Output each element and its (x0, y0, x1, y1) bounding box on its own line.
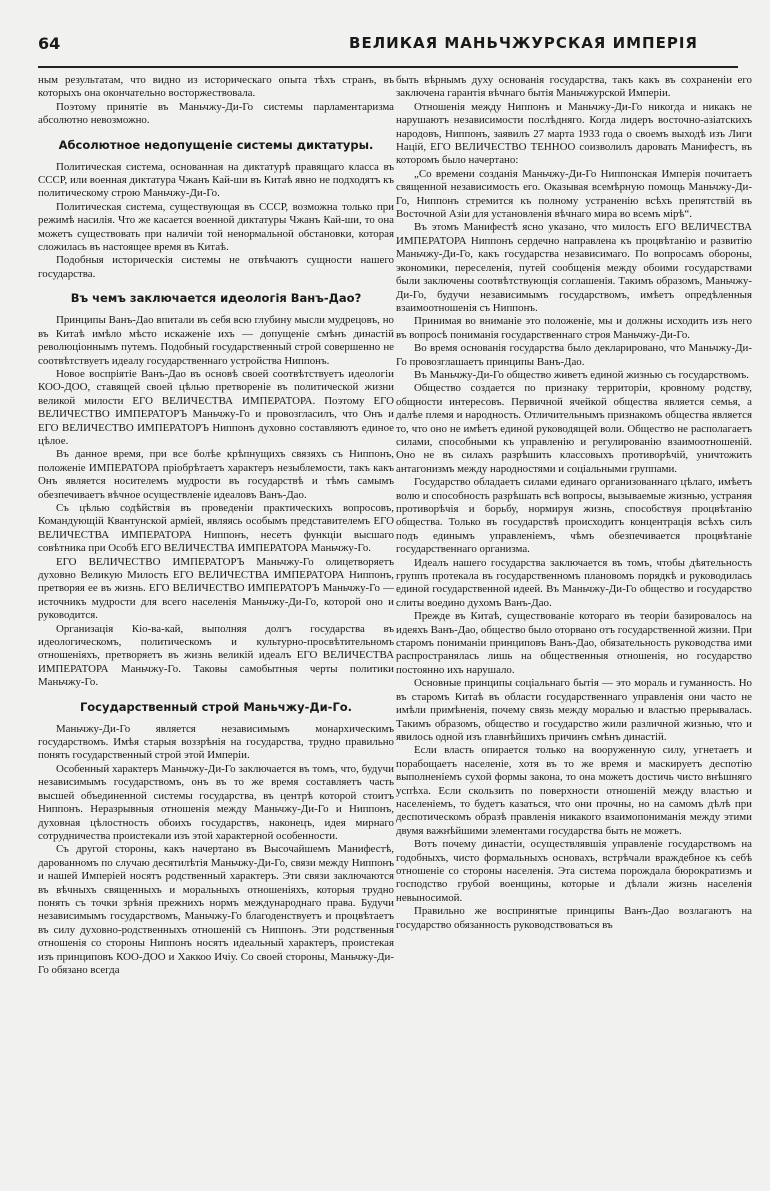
paragraph: Политическая система, основанная на диктатурѣ правящаго класса въ СССР, или военная диктатура Чжанъ Кай-ши въ Китаѣ явно не подходятъ къ политическому строю Маньчжу-Ди-Го. (38, 160, 394, 200)
page-header (38, 34, 738, 64)
paragraph: Отношенія между Ниппонъ и Маньчжу-Ди-Го никогда и никакъ не нарушаютъ независимости послѣдняго. Когда лидеръ восточно-азіатскихъ народовъ, Ниппонъ, заявилъ 27 марта 1933 года о своемъ выходѣ изъ Лиги Націй, ЕГО ВЕЛИЧЕСТВО ТЕННОО соизволилъ даровать Манифестъ, въ которомъ было начертано: (396, 100, 752, 167)
paragraph: Съ цѣлью содѣйствія въ проведеніи практическихъ вопросовъ, Командующій Квантунской арміей, являясь особымъ представителемъ ЕГО ВЕЛИЧЕСТВА ИМПЕРАТОРА Ниппонъ, несетъ функціи высшаго совѣтника при Особѣ ЕГО ВЕЛИЧЕСТВА ИМПЕРАТОРА Маньчжу-Го. (38, 501, 394, 555)
right-column (396, 74, 752, 1184)
left-column (38, 74, 394, 1184)
header-rule (38, 66, 738, 68)
paragraph: Идеалъ нашего государства заключается въ томъ, чтобы дѣятельность группъ протекала въ государственномъ плановомъ порядкѣ и руководилась единой государственной идеей. Въ Маньчжу-Ди-Го общество и государство слиты воедино духомъ Ванъ-Дао. (396, 556, 752, 609)
paragraph: Въ Маньчжу-Ди-Го общество живетъ единой жизнью съ государствомъ. (414, 368, 749, 381)
paragraph: Поэтому принятіе въ Маньчжу-Ди-Го системы парламентаризма абсолютно невозможно. (38, 100, 394, 127)
paragraph: Организація Кіо-ва-кай, выполняя долгъ государства въ идеологическомъ, политическомъ и культурно-просвѣтительномъ отношеніяхъ, претворяетъ въ жизнь великій идеалъ ЕГО ВЕЛИЧЕСТВА ИМПЕРАТОРА Маньчжу-Го. Таковы самобытныя черты политики Маньчжу-Го. (38, 622, 394, 689)
section-heading: Государственный строй Маньчжу-Ди-Го. (79, 699, 353, 714)
paragraph: ным результатам, что видно из историческаго опыта тѣхъ странъ, въ которыхъ она окончательно восторжествовала. (38, 74, 394, 100)
section-heading: Въ чемъ заключается идеологія Ванъ-Дао? (70, 291, 362, 306)
paragraph: Подобныя историческія системы не отвѣчаютъ сущности нашего государства. (38, 254, 394, 280)
paragraph: ЕГО ВЕЛИЧЕСТВО ИМПЕРАТОРЪ Маньчжу-Го олицетворяетъ духовно Великую Милость ЕГО ВЕЛИЧЕСТВА ИМПЕРАТОРА Ниппонъ, претворяя ее въ жизнь. ЕГО ВЕЛИЧЕСТВО ИМПЕРАТОРЪ Маньчжу-Го — источникъ мудрости для всего населенія Маньчжу-Ди-Го, которой оно и руководится. (38, 555, 394, 622)
paragraph: Съ другой стороны, какъ начертано въ Высочайшемъ Манифестѣ, дарованномъ по случаю десятилѣтія Маньчжу-Ди-Го, связи между Ниппонъ и нашей Имперіей носятъ родственный характеръ. Эти связи заключаются въ вѣчныхъ священныхъ и моральныхъ отношеніяхъ, которыя трудно понять съ точки зрѣнія прежнихъ нормъ международнаго права. Будучи независимымъ государствомъ, Маньчжу-Го благоденствуетъ и процвѣтаетъ въ силу духовно-родственныхъ отношеній съ Ниппонъ. Эти родственныя отношенія со стороны Ниппонъ носятъ идеальный характеръ, проистекая изъ принциповъ КОО-ДОО и Хаккоо Ичіу. Со своей стороны, Маньчжу-Ди-Го обязано всегда (38, 843, 394, 976)
paragraph: Новое воспріятіе Ванъ-Дао въ основѣ своей соотвѣтствуетъ идеологіи КОО-ДОО, ставящей своей цѣлью претвореніе въ политической жизни великой милости ЕГО ВЕЛИЧЕСТВА ИМПЕРАТОРА. Поэтому ЕГО ВЕЛИЧЕСТВО ИМПЕРАТОРЪ Маньчжу-Го и провозгласилъ, что Онъ и ЕГО ВЕЛИЧЕСТВО ИМПЕРАТОРЪ Ниппонъ духовно составляютъ единое цѣлое. (38, 367, 394, 447)
paragraph: Правильно же воспринятые принципы Ванъ-Дао возлагаютъ на государство обязанность руководствоваться въ (396, 905, 752, 931)
paragraph: Маньчжу-Ди-Го является независимымъ монархическимъ государствомъ. Имѣя старыя воззрѣнія на государства, трудно правильно понять государственный строй этой Имперіи. (38, 722, 394, 762)
paragraph: Во время основанія государства было декларировано, что Маньчжу-Ди-Го провозглашаетъ принципы Ванъ-Дао. (396, 342, 752, 368)
paragraph: быть вѣрнымъ духу основанія государства, такъ какъ въ сохраненіи его заключена гарантія вѣчнаго бытія Маньчжурской Имперіи. (396, 74, 752, 100)
paragraph: Принимая во вниманіе это положеніе, мы и должны исходить изъ него въ вопросѣ пониманія государственнаго строя Маньчжу-Ди-Го. (396, 315, 752, 341)
paragraph: Особенный характеръ Маньчжу-Ди-Го заключается въ томъ, что, будучи независимымъ государствомъ, онъ въ то же время составляетъ часть высшей объединенной системы государства, въ центрѣ которой стоитъ Ниппонъ. Неразрывныя отношенія между Маньчжу-Ди-Го и Ниппонъ, духовная цѣлостность обоихъ государствъ, наконецъ, идея мирнаго сотрудничества проистекали изъ этой характерной особенности. (38, 762, 394, 842)
paragraph: Общество создается по признаку территоріи, кровному родству, общности интересовъ. Первичной ячейкой общества является семья, а далѣе племя и народность. Отличительнымъ признакомъ общества является то, что оно не имѣетъ единой руководящей воли. Общество не располагаетъ силами, способными къ управленію и регулированію взаимоотношеній. Оно не въ силахъ разрѣшить классовыхъ противорѣчій, уничтожить антагонизмъ между народностями и соціальными группами. (396, 382, 752, 475)
paragraph: Государство обладаетъ силами единаго организованнаго цѣлаго, имѣетъ волю и способность разрѣшать всѣ вопросы, вызываемые жизнью, устраняя противорѣчія и борьбу, нормируя жизнь, способствуя процвѣтанію общества. Только въ государствѣ происходитъ концентрація всѣхъ силъ подъ единымъ управленіемъ, чѣмъ обезпечивается процвѣтаніе государственнаго организма. (396, 476, 752, 556)
paragraph: Политическая система, существующая въ СССР, возможна только при режимѣ насилія. Что же касается военной диктатуры Чжанъ Кай-ши, то она можетъ существовать при наличіи той ненормальной обстановки, которая сложилась въ настоящее время въ Китаѣ. (38, 200, 394, 254)
paragraph: Въ данное время, при все болѣе крѣпнущихъ связяхъ съ Ниппонъ, положеніе ИМПЕРАТОРА пріобрѣтаетъ характеръ незыблемости, такъ какъ Онъ является носителемъ мудрости въ государствѣ и тѣмъ самымъ обезпечиваетъ вѣчное осуществленіе идеаловъ Ванъ-Дао. (38, 448, 394, 501)
paragraph: Если власть опирается только на вооруженную силу, угнетаетъ и порабощаетъ населеніе, хотя въ то же время и маскируетъ деспотію выполненіемъ сухой формы закона, то она можетъ достичь чисто внѣшняго успѣха. Если скользить по поверхности отношеній между властью и населеніемъ, то будетъ казаться, что они прочны, но на самомъ дѣлѣ при деспотическомъ образѣ правленія никакого взаимопониманія между этими двумя важнѣйшими элементами государства быть не можетъ. (396, 744, 752, 837)
page-number: 64 (38, 34, 61, 53)
paragraph: Прежде въ Китаѣ, существованіе котораго въ теоріи базировалось на идеяхъ Ванъ-Дао, общество было оторвано отъ государственной жизни. При старомъ пониманіи принциповъ Ванъ-Дао, обязательность руководства ими распространялась лишь на общественныя отношенія, но государство постоянно ихъ нарушало. (396, 610, 752, 676)
paragraph: Принципы Ванъ-Дао впитали въ себя всю глубину мысли мудрецовъ, но въ Китаѣ имѣло мѣсто искаженіе ихъ — допущеніе смѣнъ династій революціоннымъ путемъ. Подобный государственный строй совершенно не соотвѣтствуетъ идеалу государственнаго устройства Ниппонъ. (38, 314, 394, 367)
section-heading: Абсолютное недопущеніе системы диктатуры. (58, 137, 374, 152)
running-title: ВЕЛИКАЯ МАНЬЧЖУРСКАЯ ИМПЕРІЯ (349, 34, 698, 52)
quotation: „Со времени созданія Маньчжу-Ди-Го Ниппонская Имперія почитаетъ священной независимость его. Оказывая всемѣрную помощь Маньчжу-Ди-Го, Ниппонъ стремится къ полному устраненію всѣхъ препятствій въ Восточной Азіи для установленія вѣчнаго мира во всемъ мірѣ“. (396, 167, 752, 221)
paragraph: Въ этомъ Манифестѣ ясно указано, что милость ЕГО ВЕЛИЧЕСТВА ИМПЕРАТОРА Ниппонъ сердечно направлена къ процвѣтанію и развитію Маньчжу-Ди-Го, какъ государства независимаго. По вопросамъ обороны, экономики, переселенія, путей сообщенія между обоими государствами были заключены соотвѣтствующія соглашенія. Такимъ образомъ, Маньчжу-Ди-Го, будучи независимымъ государствомъ, имѣетъ опредѣленныя взаимоотношенія съ Ниппонъ. (396, 221, 752, 314)
paragraph: Вотъ почему династіи, осуществлявшія управленіе государствомъ на годобныхъ, чисто формальныхъ основахъ, встрѣчали враждебное къ себѣ отношеніе со стороны населенія. Эта система порождала бюрократизмъ и господство грубой военщины, которые и дѣлали жизнь населенія невыносимой. (396, 838, 752, 904)
paragraph: Основные принципы соціальнаго бытія — это мораль и гуманность. Но въ старомъ Китаѣ въ области государственнаго управленія они часто не имѣли примѣненія, почему связь между моралью и властью прерывалась. Такимъ образомъ, общество и государство жили различной жизнью, что и явилось одной изъ главнѣйшихъ причинъ смѣнъ династій. (396, 677, 752, 743)
